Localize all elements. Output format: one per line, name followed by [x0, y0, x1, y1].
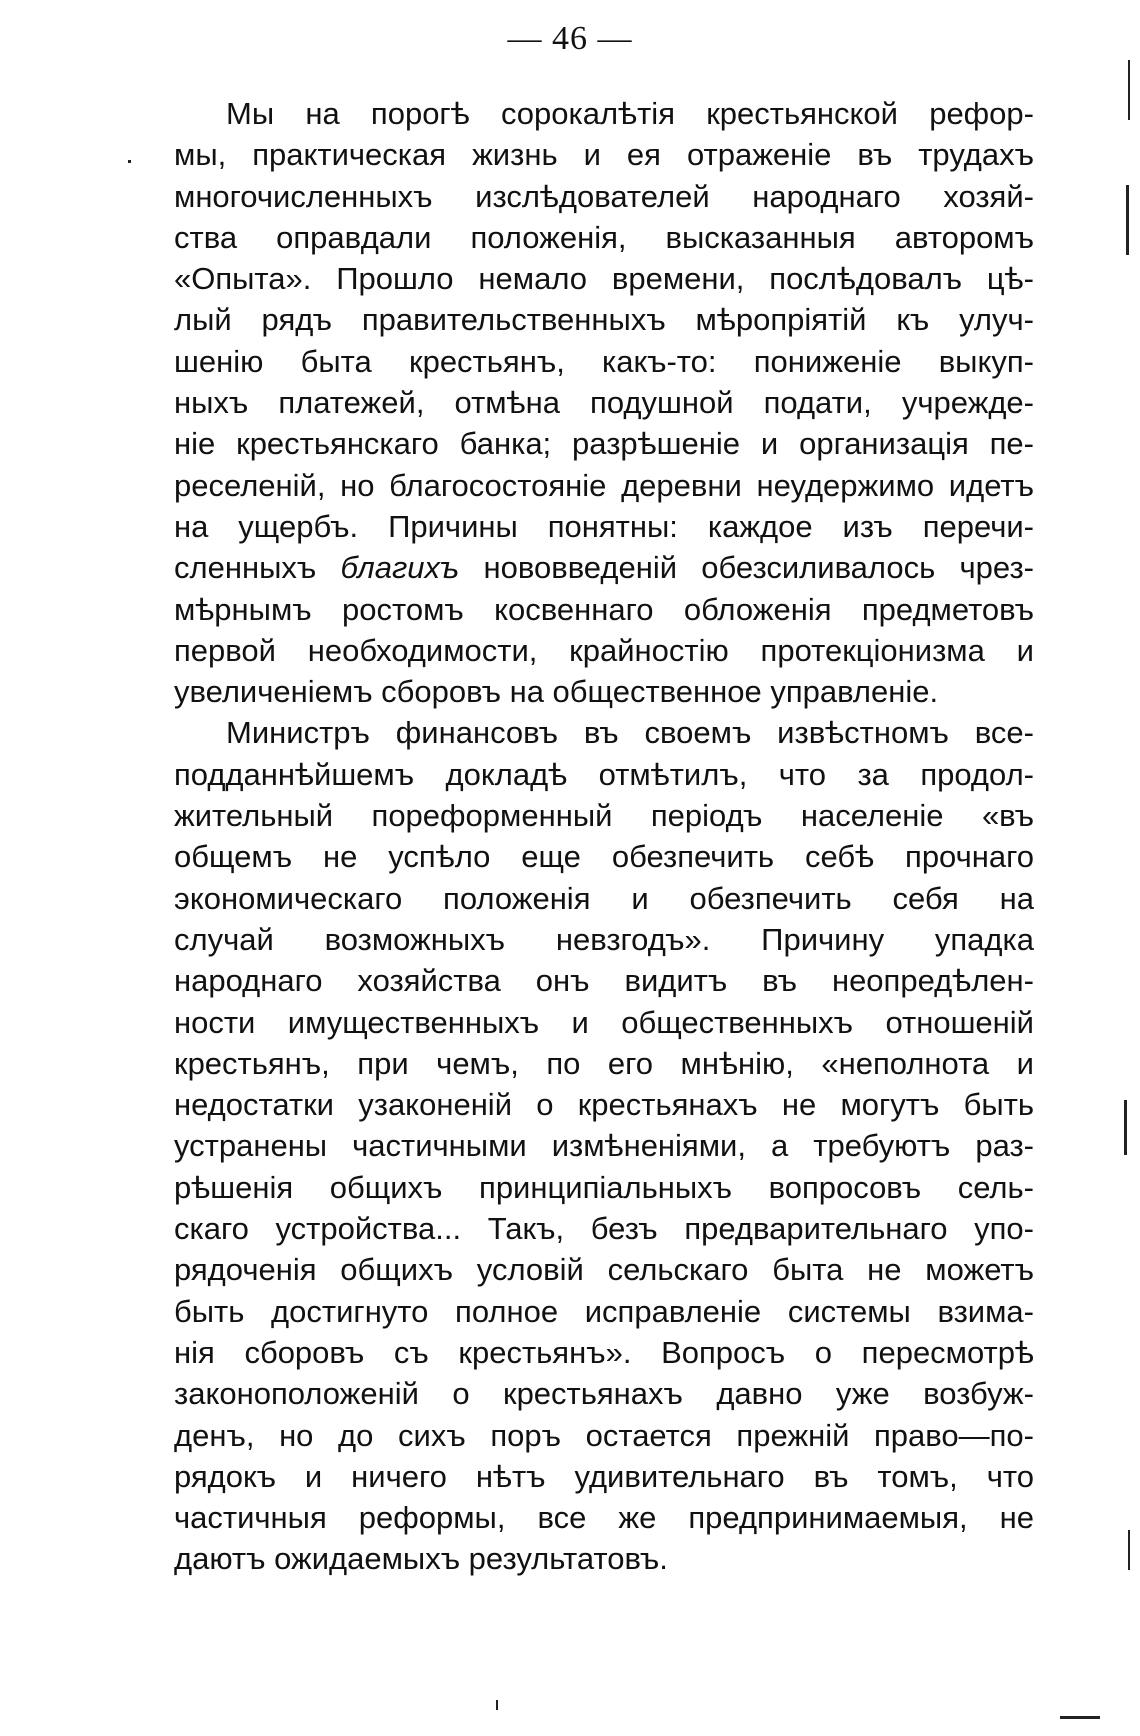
text-line: на ущербъ. Причины понятны: каждое изъ перечи-: [174, 508, 1034, 544]
text-line: жительный пореформенный періодъ населеніе «въ: [174, 798, 1034, 834]
text-line: нія сборовъ съ крестьянъ». Вопросъ о пересмотрѣ: [174, 1334, 1034, 1370]
scan-speck: [1124, 1100, 1127, 1155]
text-line: устранены частичными измѣненіями, а требуютъ раз-: [174, 1128, 1034, 1164]
text-line: случай возможныхъ невзгодъ». Причину упадка: [174, 921, 1034, 957]
scan-speck: [496, 1700, 498, 1710]
text-line: ности имущественныхъ и общественныхъ отношеній: [174, 1004, 1034, 1040]
text-line: крестьянъ, при чемъ, по его мнѣнію, «неполнота и: [174, 1045, 1034, 1081]
text-line: рядокъ и ничего нѣтъ удивительнаго въ томъ, что: [174, 1458, 1034, 1494]
text-line: общемъ не успѣло еще обезпечить себѣ прочнаго: [174, 839, 1034, 875]
text-line: даютъ ожидаемыхъ результатовъ.: [174, 1541, 668, 1577]
text-line: лый рядъ правительственныхъ мѣропріятій къ улуч-: [174, 302, 1034, 338]
text-line: Мы на порогѣ сорокалѣтія крестьянской рефор-: [226, 96, 1034, 131]
text-line: Министръ финансовъ въ своемъ извѣстномъ все-: [226, 715, 1034, 751]
text-line: подданнѣйшемъ докладѣ отмѣтилъ, что за продол-: [174, 756, 1034, 792]
text-line: увеличеніемъ сборовъ на общественное управленіе.: [174, 674, 939, 710]
emphasized-word: благихъ: [340, 550, 460, 586]
text-line: мѣрнымъ ростомъ косвеннаго обложенія предметовъ: [174, 591, 1034, 627]
text-line: экономическаго положенія и обезпечить себя на: [174, 880, 1034, 916]
text-line: недостатки узаконеній о крестьянахъ не могутъ быть: [174, 1087, 1034, 1123]
text-line: денъ, но до сихъ поръ остается прежній право—по-: [174, 1417, 1034, 1453]
text-line: шенію быта крестьянъ, какъ-то: пониженіе выкуп-: [174, 343, 1034, 379]
text-line: ныхъ платежей, отмѣна подушной подати, учрежде-: [174, 385, 1034, 421]
text-line: первой необходимости, крайностію протекціонизма и: [174, 632, 1034, 668]
text-line: мы, практическая жизнь и ея отраженіе въ трудахъ: [174, 137, 1034, 173]
scan-speck: [1128, 60, 1130, 120]
page-number: — 46 —: [507, 20, 633, 57]
text-line: «Опыта». Прошло немало времени, послѣдовалъ цѣ-: [174, 261, 1034, 297]
text-line: [174, 547, 1034, 588]
text-line: реселеній, но благосостояніе деревни неудержимо идетъ: [174, 467, 1034, 503]
body-text: [174, 93, 1034, 1580]
scan-speck: [1128, 1530, 1130, 1570]
text-line: скаго устройства... Такъ, безъ предварительнаго упо-: [174, 1211, 1034, 1247]
text-line: ніе крестьянскаго банка; разрѣшеніе и организація пе-: [174, 426, 1034, 462]
text-line: рѣшенія общихъ принципіальныхъ вопросовъ сель-: [174, 1169, 1034, 1205]
text-line: ства оправдали положенія, высказанныя авторомъ: [174, 219, 1034, 255]
text-line: быть достигнуто полное исправленіе системы взима-: [174, 1293, 1034, 1329]
text-line: народнаго хозяйства онъ видитъ въ неопредѣлен-: [174, 963, 1034, 999]
scan-speck: [1126, 185, 1129, 255]
scan-speck: [1060, 1716, 1100, 1719]
text-line: рядоченія общихъ условій сельскаго быта не можетъ: [174, 1252, 1034, 1288]
line-text: сленныхъ: [174, 550, 341, 586]
text-line: многочисленныхъ изслѣдователей народнаго хозяй-: [174, 178, 1034, 214]
line-text: нововведеній обезсиливалось чрез-: [459, 550, 1034, 586]
scan-speck: [128, 160, 131, 163]
text-line: частичныя реформы, все же предпринимаемыя, не: [174, 1500, 1034, 1536]
text-line: законоположеній о крестьянахъ давно уже возбуж-: [174, 1376, 1034, 1412]
